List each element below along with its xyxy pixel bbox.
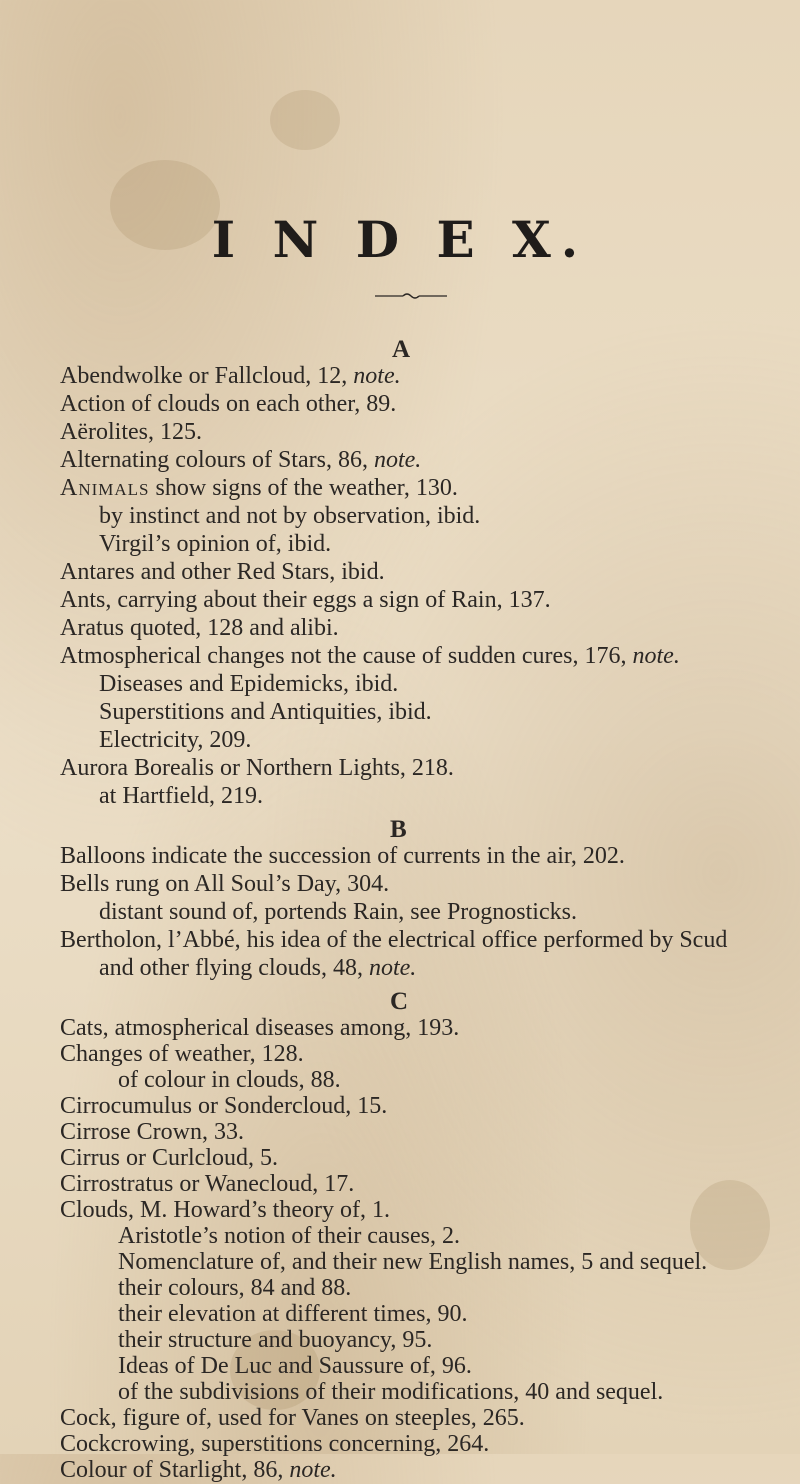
paper-stain [270,90,340,150]
index-subentry: their colours, 84 and 88. [118,1275,352,1301]
index-subentry: Diseases and Epidemicks, ibid. [99,671,399,697]
index-entry: Cirrus or Curlcloud, 5. [60,1145,278,1171]
ornamental-rule [375,291,447,301]
section-letter-b: B [390,816,407,843]
index-subentry: Aristotle’s notion of their causes, 2. [118,1223,460,1249]
index-entry: Balloons indicate the succession of currents in the air, 202. [60,843,625,869]
index-subentry: Superstitions and Antiquities, ibid. [99,699,432,725]
index-subentry: of the subdivisions of their modifications, 40 and sequel. [118,1379,664,1405]
index-entry: Abendwolke or Fallcloud, 12, note. [60,363,401,389]
index-subentry: Virgil’s opinion of, ibid. [99,531,332,557]
index-entry: Aërolites, 125. [60,419,202,445]
index-entry: Cockcrowing, superstitions concerning, 264. [60,1431,490,1457]
index-entry: Changes of weather, 128. [60,1041,304,1067]
index-subentry: by instinct and not by observation, ibid. [99,503,481,529]
section-letter-c: C [390,988,409,1015]
index-subentry: their structure and buoyancy, 95. [118,1327,433,1353]
index-subentry: at Hartfield, 219. [99,783,263,809]
index-entry: Alternating colours of Stars, 86, note. [60,447,422,473]
index-entry: Bells rung on All Soul’s Day, 304. [60,871,390,897]
index-subentry: distant sound of, portends Rain, see Prognosticks. [99,899,577,925]
index-subentry: Nomenclature of, and their new English names, 5 and sequel. [118,1249,708,1275]
index-entry: Cirrostratus or Wanecloud, 17. [60,1171,355,1197]
index-entry: Cirrocumulus or Sondercloud, 15. [60,1093,388,1119]
index-subentry: their elevation at different times, 90. [118,1301,468,1327]
section-letter-a: A [392,336,411,363]
index-entry: Atmospherical changes not the cause of sudden cures, 176, note. [60,643,680,669]
index-entry: Cock, figure of, used for Vanes on steeples, 265. [60,1405,525,1431]
index-entry: Cats, atmospherical diseases among, 193. [60,1015,460,1041]
index-entry: Animals show signs of the weather, 130. [60,475,458,501]
index-entry: Action of clouds on each other, 89. [60,391,397,417]
index-entry: Colour of Starlight, 86, note. [60,1457,337,1483]
index-subentry: and other flying clouds, 48, note. [99,955,417,981]
index-entry: Clouds, M. Howard’s theory of, 1. [60,1197,390,1223]
index-heading: I N D E X. [211,210,589,269]
index-entry: Antares and other Red Stars, ibid. [60,559,385,585]
index-entry: Aurora Borealis or Northern Lights, 218. [60,755,454,781]
index-subentry: of colour in clouds, 88. [118,1067,341,1093]
index-subentry: Electricity, 209. [99,727,252,753]
index-entry: Aratus quoted, 128 and alibi. [60,615,339,641]
index-entry: Cirrose Crown, 33. [60,1119,244,1145]
index-entry: Bertholon, l’Abbé, his idea of the electrical office performed by Scud [60,927,728,953]
index-subentry: Ideas of De Luc and Saussure of, 96. [118,1353,472,1379]
index-entry: Ants, carrying about their eggs a sign of Rain, 137. [60,587,551,613]
